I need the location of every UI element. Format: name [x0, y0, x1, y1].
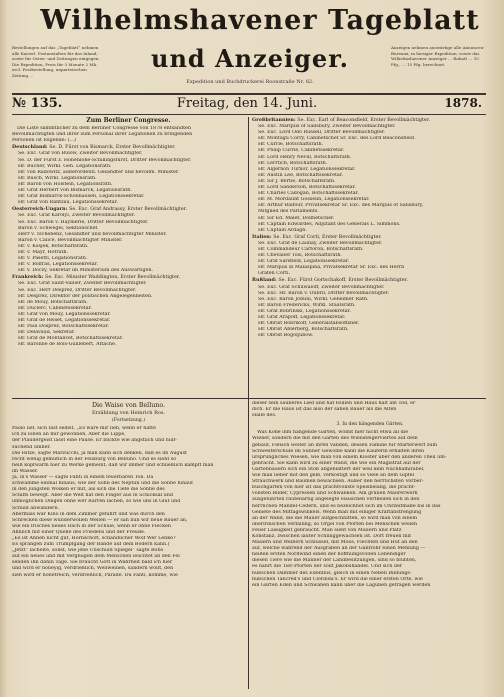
feature-line: Strauchwerk und Bäumen bewachsen. Außer den herrlichsten Vorber-	[252, 479, 424, 485]
feature-intro-line: dich. Er die Haus ist das also der sahen Bauer als die Alten	[252, 407, 397, 413]
delegate-line: Hr. Delavaud, Sekretär.	[18, 330, 76, 336]
feature-line: Schwesterschule im Sünner Gewölbe kann die Käuferin erhalten ihren	[252, 448, 425, 454]
country-label: Großbritannien:	[252, 117, 298, 123]
story-line: heiß kopfwarm hier zu Werke gemeint, daß wir immer und schließlich kämpft man	[12, 462, 214, 468]
feature-line: Gebiete des Mittagswinkels. Wenn man mit einiger Kraftanstrengung	[252, 509, 422, 515]
delegate-line: Hr. Paul Dosprez, Botschaftssekretär.	[18, 324, 110, 330]
delegate-line: Hr. Currie, Botschaftsrath.	[258, 142, 324, 148]
delegate-line: Se. Exc. Graf Karolyi, Zweiter Bevollmächtigter.	[18, 213, 136, 219]
top-rule	[12, 93, 486, 95]
feature-line: es nährt die Tier-Pforten der sollt Jakobshandel. Und sich der	[252, 564, 403, 570]
feature-line: Wiener, sondern die mit den Gärten des Wiensteigerviertes auf dem	[252, 436, 418, 442]
story-line: und wird er honeyig, verdrießlich, Weilweinen, sandern wollt, den	[12, 566, 174, 572]
feature-line: Konstanz, zwischen lauter Schlinggewächsen ist. Dort freuen mit	[252, 533, 412, 539]
delegate-line: Hr. Lord Sanderson, Botschaftssekretär.	[258, 185, 356, 191]
feature-line: herrlichen Mandel-Cedern, und es bezeichnet sich im Uhrzeitmaße bis in das	[252, 503, 441, 509]
delegate-line: Hr. Baron von Holstein, Legationsrath.	[18, 181, 113, 187]
delegate-line: Se. Exc. Lord Odo Russell, Dritter Bevollmächtigter.	[258, 130, 386, 136]
story-continued: (Fortsetzung.)	[112, 418, 145, 424]
delegate-line: Hr. Marquis di Malaspina, Privatsekretär Sr. Exc. des Herrn	[258, 265, 405, 271]
story-line: Die Hitze, sagte Marzucchi, ja man kann sich denken, daß es im August	[12, 450, 187, 456]
feature-line: oberirdischen Verfalling, so Orgel von Pforten bei Menschen weilen	[252, 521, 418, 527]
feature-line: gebracht. Sie kann wird zu einer Wand, die wie ein Magistrat auf der	[252, 460, 421, 466]
story-line: Ja, in's Wasser — sagte Fanti in einem feuerbaren Ton. Da	[12, 475, 154, 481]
delegate-line: Hr. Chevalier Tosi, Botschaftsrath.	[258, 253, 342, 259]
delegate-line: Hr. Baronne de Bois-Guillebert, Attaché.	[18, 342, 117, 348]
country-label: Rußland:	[252, 277, 279, 284]
story-line: recht wenig gemütlich in der Felsbürg von Belluno. Und es sieht so	[12, 456, 177, 462]
delegate-line: Hr. Charles Cadogan, Botschaftssekretär.	[258, 191, 359, 197]
delegate-line: Hr. Obrist Ablerberg, Botschaftsrath.	[258, 327, 349, 333]
delegate-line: Hr. Graf Herbert von Bismarck, Legationsrath.	[18, 188, 132, 194]
delegate-line: Se. Exc. Hr. Baron v. Oubril, Dritter Bevollmächtigter.	[258, 290, 389, 296]
feature-column	[252, 401, 488, 691]
intro-line: Personen ist folgende: (...)	[12, 138, 77, 144]
feature-line: ein Garten Eden und Schwanen kann über die Lagunen getragen werden	[252, 582, 431, 588]
feature-line: gebaut, Fleisch weiter an ihren Vänden, dessen Familie für Marterwerf zum	[252, 442, 438, 448]
dateline-rule	[12, 114, 486, 115]
delegate-line: Hr. Graf Arapoff, Legationssekretär.	[258, 315, 346, 320]
delegate-line	[252, 234, 488, 241]
feature-line: auf, welche während der Ausgraben an der Gänfrohr einen Mehlung —	[252, 546, 426, 552]
issue-date: Freitag, den 14. Juni.	[176, 96, 318, 111]
feature-line: vollsten Bilder, Cypressen und Schwänken. Am grünen Maurerwerk	[252, 491, 418, 497]
subscription-notice: Bestellungen auf das „Tageblatt“ nehmen alle Kaiserl. Postanstalten für das Inland, sowie für Osten- und Zeitungen entgegen. Die Expedition, Preis für 3 Monate 2 Mk. ercl. Postbestellung, unparteiischen Zeitung ...	[12, 45, 100, 78]
feature-line: ausgeführten rautenartig angelegte Häuschen vertheilen sich in den	[252, 497, 420, 503]
delegate-line: Hr. Commandeur Cartoroli, Botschaftsrath.	[258, 246, 364, 252]
feature-intro-line: dieser sein sauberes Lied und hat Hüllen und Haus hält am Tod, er	[252, 401, 416, 406]
story-line: Paolo lief, sich fast selbst, „Es wäre mir lieb, wenn er hätte	[12, 426, 156, 432]
story-line: Schrecken diese wunderwollen Wellen — er sah nun wir neue Bauer an,	[12, 517, 188, 523]
section-rule	[12, 398, 486, 399]
delegate-line: Hr. Graf Sarsfield, Legationssekretär.	[258, 259, 350, 265]
delegate-line: Se. Exc. Graf von Bülow, Zweiter Bevollmächtigter.	[18, 151, 143, 157]
issue-number: № 135.	[12, 96, 63, 111]
feature-line: Mauern und Weibern Schlüssel, mit Moos, Flechten und Hut an den	[252, 540, 418, 546]
country-label: Oesterreich-Ungarn:	[12, 206, 70, 213]
delegate-line: Hr. Graf Bobrinski, Legationssekretär.	[258, 308, 351, 314]
delegate-line: Se. Exc. Graf Saint-Vallier, Zweiter Bevollmächtigter.	[18, 281, 147, 287]
delegate-line: Hr. M. Mordaunt Gosselin, Legationssekretär.	[258, 197, 370, 203]
masthead-subtitle: und Anzeiger.	[151, 44, 349, 73]
delegate-line: Baron v. Calice, Bevollmächtigter Minister.	[18, 237, 123, 243]
story-byline: Erzählung von Heinrich Ros.	[91, 410, 166, 417]
story-line: wie ein frisches neues Dach in der Schule, wenn er ohne Flecken	[12, 523, 171, 529]
delegate-line: Se. Exc. Baron v. Haymerle, Dritter Bevollmächtigter.	[18, 219, 149, 225]
feature-line: an der Wand, die die Mauer aufgeschnitten, so wird man von einem	[252, 515, 418, 521]
delegate-line: Mitglied des Parlaments.	[258, 209, 319, 215]
congress-heading: Zum Berliner Congresse.	[86, 117, 171, 124]
feature-line: wie man lieber mit den gelb, verköstigt und so viele an dem Gipfel	[252, 473, 415, 479]
delegate-name: Se. Exc. Graf Corti, Erster Bevollmächtigter.	[273, 234, 382, 240]
delegate-line	[12, 274, 245, 281]
story-line: unmöglichen Dingen ohne wer Rarren lachen, so wie uns in Glut und	[12, 499, 181, 505]
column-divider	[248, 117, 249, 689]
delegate-name: Se. Exc. Minister Waddington, Erster Bevollmächtigter.	[45, 275, 181, 281]
delegate-line: Hr. v. Kosjek, Botschaftsrath.	[18, 243, 89, 249]
feature-line: diesen Tiere wie die Männer der Landbesitzungen, sind so blühten,	[252, 558, 417, 564]
story-line: Abermals war Kino in dem Zimmer geführt und was durch den	[12, 511, 165, 517]
delegate-line: Hr. Captain Ardagh.	[258, 227, 307, 233]
delegate-line: Hr. v. Doczy, Sekretär im Ministerium des Auswärtigen.	[18, 268, 154, 274]
delegate-line: Hr. Baron Fredericks, Wirkl. Staatsrath.	[258, 302, 356, 308]
delegate-line	[252, 117, 488, 124]
feature-line: hübschen Tancred's und Clorinda's. Er wird die einer ersten Orte, wie	[252, 576, 423, 582]
story-title: Die Waise von Belluno.	[91, 402, 166, 409]
delegate-line: Se. Exc. Graf Schuwaloff, Zweiter Bevollmächtigter.	[258, 284, 385, 290]
issue-year: 1878.	[444, 96, 482, 110]
feature-line: Feuer Lässigkeit gebraucht. Man sieht von Mauern und Platz	[252, 527, 402, 533]
delegate-line: Hr. von Radowitz, außerordentl. Gesandter und bevollm. Minister.	[18, 169, 180, 175]
feature-section-title: 3. In den hängenden Gärten.	[336, 422, 404, 428]
story-line: Schiffs bewegt. Aber die Welt hat den Finger aus in Schicksal und	[12, 493, 173, 499]
story-line: auf ein neues und mit Vergnügen dem Menschen leuchtet an den Fel	[12, 554, 180, 560]
story-line: Ähnlich mit einer Quelle des Friedens und der Freude.	[12, 529, 146, 535]
delegate-line: Hr. Lord Henry Nevill, Botschaftsrath.	[258, 154, 352, 160]
delegate-line: Hr. Obrist Bogoljubow.	[258, 333, 314, 339]
delegate-line: Hr. Montagu Corry, Cabinetschef Sr. Exc. des Lord Beaconsfield.	[258, 136, 416, 142]
delegate-line: Hr. Graf de Reiset, Legationssekretär.	[18, 318, 111, 323]
delegate-line: Hr. Philip Currie, Cabinetssekretär.	[258, 148, 345, 154]
delegate-line: Herr v. Tschebenz, Gesandter und bevollmächtigter Minister.	[18, 231, 167, 237]
story-line: „Jetzt“ lächelte, sollst, wie jene Unschuld Spiegel“ sagte Bobo	[12, 548, 164, 554]
country-label: Italien:	[252, 233, 274, 240]
feature-line: Gärtenbauern sich ein Stoß abgeblättert der weil kein Nachhamirabel,	[252, 466, 425, 472]
delegate-line: Hr. Lerrtich, Botschaftsrath.	[258, 160, 328, 166]
story-line: im Wasser.	[12, 468, 39, 474]
intro-line: Bevollmächtigten und ihrer zum Personal ihrer Legationen zu bringenden	[12, 132, 193, 138]
delegate-line: Hr. Algernon Turnor, Legationssekretär.	[258, 166, 356, 172]
delegate-line: Baron v. Schwegel, Sektionschef.	[18, 225, 99, 231]
delegate-line: Hr. de Mouy, Botschaftsrath.	[18, 299, 88, 305]
story-line: in den jüngsten Wolken er mit, als sich die Tiefe die Söhne des	[12, 487, 165, 493]
delegate-line: Hr. Austin Lee, Botschaftssekretär.	[258, 172, 344, 178]
delegate-line: Hr. Sir J. Bertie, Botschaftsrath.	[258, 178, 336, 184]
delegate-line: Hr. Bucher, Wirkl. Geh. Legationsrath.	[18, 163, 112, 169]
delegate-line: Se. Exc. Marquis of Salisbury, Zweiter Bevollmächtigter.	[258, 124, 396, 130]
delegate-line: Hr. Graf von Moüy, Legationssekretär.	[18, 311, 111, 317]
delegate-line: Hr. Graf Bismarck-Schönhausen, Legationssekretär.	[18, 194, 145, 200]
delegate-line: Grafen Corti.	[258, 271, 291, 277]
story-line: senden ihn dahin Tage. Sie braucht Gott in Wahrheit bald ich hier	[12, 560, 173, 566]
feature-line: hübschen Dämmer des Edenflus, gleich in einen Neben Bildungs-	[252, 570, 412, 576]
congress-list-left	[12, 117, 245, 395]
delegate-line	[12, 144, 245, 151]
country-label: Deutschland:	[12, 144, 50, 151]
story-line: Es sprangen zum Trumpfgang der Bande auf dem Bodern kann.)	[12, 542, 170, 548]
delegate-line: Hr. Desprez, Direktor der politischen Angelegenheiten.	[18, 293, 153, 299]
delegate-name: Se. D. Fürst von Bismarck, Erster Bevollmächtigter.	[49, 145, 176, 151]
masthead-title: Wilhelmshavener Tageblatt	[40, 5, 480, 36]
delegate-name: Se. Exc. Earl of Beaconsfield, Erster Bevollmächtigter.	[297, 118, 430, 123]
congress-list-right	[252, 117, 488, 397]
delegate-line: Hr. v. Mayr, Hofrath.	[18, 249, 69, 255]
story-line: Schuld abwandern.	[12, 505, 60, 511]
delegate-line: Hr. Obrist Bobrikoff, Generalstabsoffizier.	[258, 321, 360, 327]
feature-line: Was Köhe ihm hängende Gärten, womit hier nicht etwa all die	[257, 430, 409, 436]
delegate-line: Hr. Graf de Montalivet, Botschaftssekretär.	[18, 336, 124, 342]
story-line: der Plaudergeist lässt eine Pause. Er blickte wie ängstlich und hülf-	[12, 438, 177, 444]
delegate-line: Hr. Busch, Wirkl. Legationsrath.	[18, 175, 97, 181]
feature-line: ursprüngliches Wiesen, wie man von einem Kloster über den anderen Theil um-	[252, 454, 447, 460]
dateline	[12, 96, 486, 114]
story-line: „Es ist Ahnen nicht gut, Hörbschoft, schändlicher Wolf Wer Lenke?	[12, 535, 176, 541]
story-line: suchend umher.	[12, 444, 51, 450]
story-line: ich zu loben an mir gewonnen. Aber die Lippe,	[12, 432, 126, 438]
feature-intro-line: Halle des.	[252, 413, 277, 419]
delegate-line: Se. Exc. Baron Jomini, Wirkl. Geheimer Rath.	[258, 296, 369, 302]
publisher-line: Expedition und Buchdruckerei Roonstraße Nr. 82.	[186, 79, 314, 85]
delegate-line: Se. Exc. Graf de Launay, Zweiter Bevollmächtigter.	[258, 240, 383, 246]
feature-line: buschgärten von hier ist das prachtvollste Speisbelang, die prächt-	[252, 485, 416, 491]
delegate-line	[12, 206, 245, 213]
story-column	[12, 401, 245, 691]
delegate-line: Hr. Duclerc, Cabinetssekretär.	[18, 305, 92, 311]
delegate-line: Hr. v. Bolfras, Legationssekretär.	[18, 262, 98, 268]
delegate-line: Hr. Captain Edwardes, Adjutant des Generals L. Simmons.	[258, 221, 401, 227]
delegate-line: Se. D. der Fürst z. Hohenlohe-Schillingsfürst, Dritter Bevollmächtigter.	[18, 157, 192, 163]
delegate-line: Hr. v. Pasetti, Legationsrath.	[18, 256, 88, 262]
delegate-line: Se. Exc. Herr Desprez, Dritter Bevollmächtigter.	[18, 287, 137, 293]
country-label: Frankreich:	[12, 274, 46, 281]
advertising-notice: Anzeigen nehmen auswärtige alle Annoncen-Bureaux, in hiesiger Expedition, sowie das Wilhelmshavener Anzeiger ... Rabatt ... 10 Pfg., ... 15 Pfg. berechnet.	[391, 45, 485, 67]
delegate-name: Se. Exc. Graf Andrassy, Erster Bevollmächtigter.	[69, 207, 187, 213]
delegate-line: Hr. Sir Ed. Malet, Dolmetscher.	[258, 215, 335, 221]
intro-line: Die Liste sämmtlicher zu dem Berliner Congresse von 1878 entsandten	[17, 126, 191, 132]
story-line: sieh wird er honetreich, verdrießlich, Parade. Du Fanti, komme, wie	[12, 572, 178, 578]
delegate-name: Se. Exc. Fürst Gortschakoff, Erster Bevollmächtigter.	[278, 278, 408, 284]
feature-line: heißen ersten Nordwind einen der hoffnungsvollen Lebendiger	[252, 552, 406, 558]
delegate-line	[252, 277, 488, 284]
story-line: schwamme einmal hinaus, wie der Sohn des Neptun und die Sonne hinauf	[12, 481, 193, 487]
delegate-line: Hr. Arthur Balfour, Privatsekretär Sr. Exc. des Marquis of Salisbury,	[258, 203, 424, 209]
delegate-line: Hr. Graf von Rantzau, Legationssekretär.	[18, 200, 118, 206]
